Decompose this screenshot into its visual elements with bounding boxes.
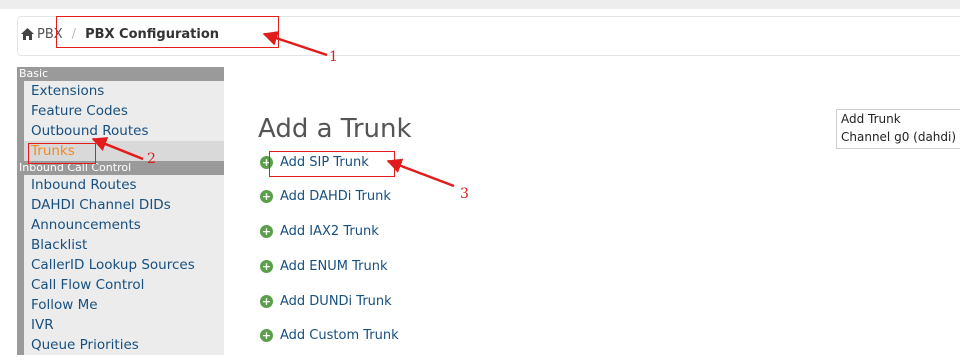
- sidebar-section-inbound-call-control: Inbound Call Control: [17, 161, 224, 175]
- annotation-arrow-3: [388, 161, 454, 186]
- breadcrumb-separator: /: [71, 27, 77, 42]
- sidebar-item-follow-me[interactable]: Follow Me: [17, 295, 224, 315]
- sidebar-item-feature-codes[interactable]: Feature Codes: [17, 101, 224, 121]
- plus-circle-icon: +: [261, 259, 272, 273]
- sidebar-item-blacklist[interactable]: Blacklist: [17, 235, 224, 255]
- add-dahdi-trunk-label: Add DAHDi Trunk: [280, 188, 391, 204]
- page-title: Add a Trunk: [258, 114, 412, 144]
- plus-circle-icon: +: [261, 189, 272, 203]
- annotation-label-2: 2: [147, 151, 156, 167]
- sidebar-item-trunks[interactable]: Trunks: [17, 141, 224, 161]
- add-custom-trunk-label: Add Custom Trunk: [280, 327, 399, 343]
- sidebar-item-call-flow-control[interactable]: Call Flow Control: [17, 275, 224, 295]
- sidebar-item-inbound-routes[interactable]: Inbound Routes: [17, 175, 224, 195]
- sidebar-section-basic: Basic: [17, 67, 224, 81]
- plus-circle-icon: +: [261, 155, 272, 169]
- right-panel-channel-g0[interactable]: Channel g0 (dahdi): [841, 130, 957, 144]
- plus-circle-icon: +: [261, 224, 272, 238]
- sidebar-item-dahdi-channel-dids[interactable]: DAHDI Channel DIDs: [17, 195, 224, 215]
- annotation-label-1: 1: [329, 49, 338, 65]
- add-iax2-trunk-label: Add IAX2 Trunk: [280, 223, 379, 239]
- sidebar-item-announcements[interactable]: Announcements: [17, 215, 224, 235]
- breadcrumb-pbx[interactable]: PBX: [37, 27, 63, 42]
- annotation-arrow-1: [264, 34, 327, 55]
- add-enum-trunk-label: Add ENUM Trunk: [280, 258, 388, 274]
- sidebar-item-queue-priorities[interactable]: Queue Priorities: [17, 335, 224, 355]
- right-panel-add-trunk[interactable]: Add Trunk: [841, 112, 901, 126]
- plus-circle-icon: +: [261, 294, 272, 308]
- sidebar-item-extensions[interactable]: Extensions: [17, 81, 224, 101]
- sidebar-item-callerid-lookup-sources[interactable]: CallerID Lookup Sources: [17, 255, 224, 275]
- annotation-arrow-2: [93, 139, 143, 159]
- sidebar-item-ivr[interactable]: IVR: [17, 315, 224, 335]
- plus-circle-icon: +: [261, 328, 272, 342]
- add-dundi-trunk-label: Add DUNDi Trunk: [280, 293, 392, 309]
- breadcrumb-pbx-configuration: PBX Configuration: [85, 27, 220, 42]
- annotation-label-3: 3: [460, 186, 469, 202]
- add-sip-trunk-label: Add SIP Trunk: [280, 154, 369, 170]
- sidebar-item-outbound-routes[interactable]: Outbound Routes: [17, 121, 224, 141]
